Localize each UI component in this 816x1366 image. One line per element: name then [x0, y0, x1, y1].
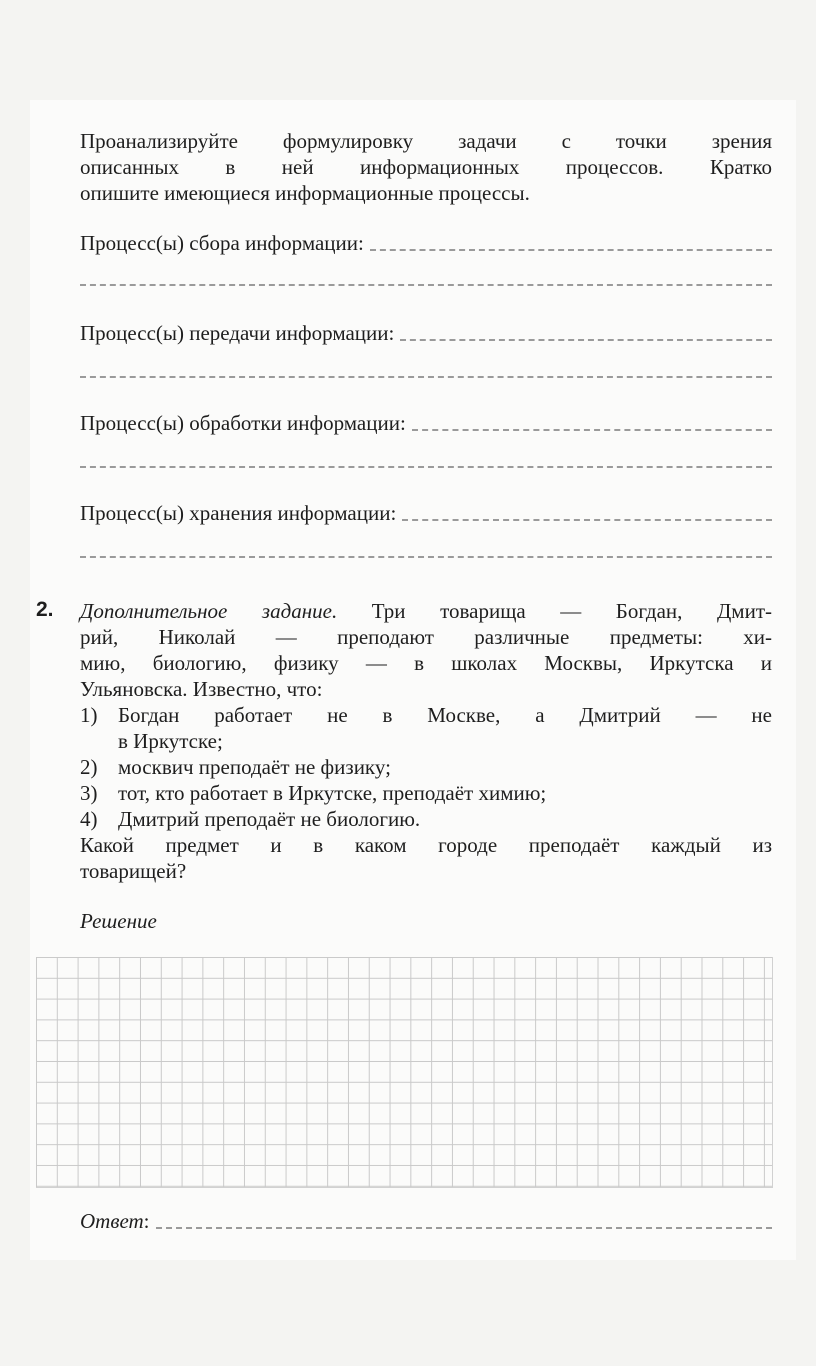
task-line-1 — [80, 598, 772, 624]
intro-line-1: Проанализируйте формулировку задачи с точки зрения — [80, 129, 772, 153]
process-processing-row — [80, 408, 772, 436]
answer-label: Ответ — [80, 1209, 144, 1233]
task-text — [80, 598, 772, 702]
process-transfer-label: Процесс(ы) передачи информации: — [80, 321, 395, 345]
condition-3-number: 3) — [80, 781, 98, 805]
task-line-2: рий, Николай — преподают различные предметы: хи- — [80, 625, 772, 649]
condition-3-text: тот, кто работает в Иркутске, преподаёт химию; — [118, 781, 547, 805]
process-processing-answer-line[interactable] — [412, 429, 772, 431]
task-line-3: мию, биологию, физику — в школах Москвы, Иркутска и — [80, 651, 772, 675]
task-number: 2. — [36, 598, 54, 621]
process-storage-answer-line-2[interactable] — [80, 556, 772, 558]
condition-1-text: Богдан работает не в Москве, а Дмитрий — не — [118, 703, 772, 727]
condition-4-text: Дмитрий преподаёт не биологию. — [118, 807, 421, 831]
task-line-4: Ульяновска. Известно, что: — [80, 677, 323, 701]
process-transfer-answer-line-2[interactable] — [80, 376, 772, 378]
condition-item-3 — [80, 780, 772, 806]
intro-line-2: описанных в ней информационных процессов. Кратко — [80, 155, 772, 179]
process-transfer-answer-line[interactable] — [400, 339, 772, 341]
intro-paragraph — [80, 128, 772, 206]
condition-item-2 — [80, 754, 772, 780]
process-storage-answer-line[interactable] — [402, 519, 772, 521]
question-line-1: Какой предмет и в каком городе преподаёт каждый из — [80, 833, 772, 857]
question-line-2: товарищей? — [80, 859, 187, 883]
process-storage-label: Процесс(ы) хранения информации: — [80, 501, 397, 525]
condition-item-1 — [80, 702, 772, 754]
process-transfer-row — [80, 318, 772, 346]
process-collect-answer-line[interactable] — [370, 249, 772, 251]
task-title: Дополнительное задание. — [80, 599, 338, 623]
task-line-1-rest: Три товарища — Богдан, Дмит- — [371, 599, 773, 623]
solution-grid[interactable] — [36, 957, 773, 1188]
process-collect-answer-line-2[interactable] — [80, 284, 772, 286]
process-storage-row — [80, 498, 772, 526]
condition-1-number: 1) — [80, 703, 98, 727]
condition-2-number: 2) — [80, 755, 98, 779]
intro-line-3: опишите имеющиеся информационные процессы. — [80, 181, 530, 205]
task-question — [80, 832, 772, 884]
condition-item-4 — [80, 806, 772, 832]
process-collect-row — [80, 228, 772, 256]
condition-1-line-1 — [80, 702, 772, 728]
condition-1-line-2: в Иркутске; — [118, 729, 223, 753]
answer-line[interactable] — [156, 1227, 773, 1229]
process-collect-label: Процесс(ы) сбора информации: — [80, 231, 364, 255]
solution-label: Решение — [80, 909, 157, 933]
condition-2-text: москвич преподаёт не физику; — [118, 755, 391, 779]
process-processing-label: Процесс(ы) обработки информации: — [80, 411, 406, 435]
answer-label-wrap — [80, 1209, 156, 1234]
condition-4-number: 4) — [80, 807, 98, 831]
answer-row — [80, 1206, 772, 1234]
answer-colon: : — [143, 1209, 150, 1233]
process-processing-answer-line-2[interactable] — [80, 466, 772, 468]
